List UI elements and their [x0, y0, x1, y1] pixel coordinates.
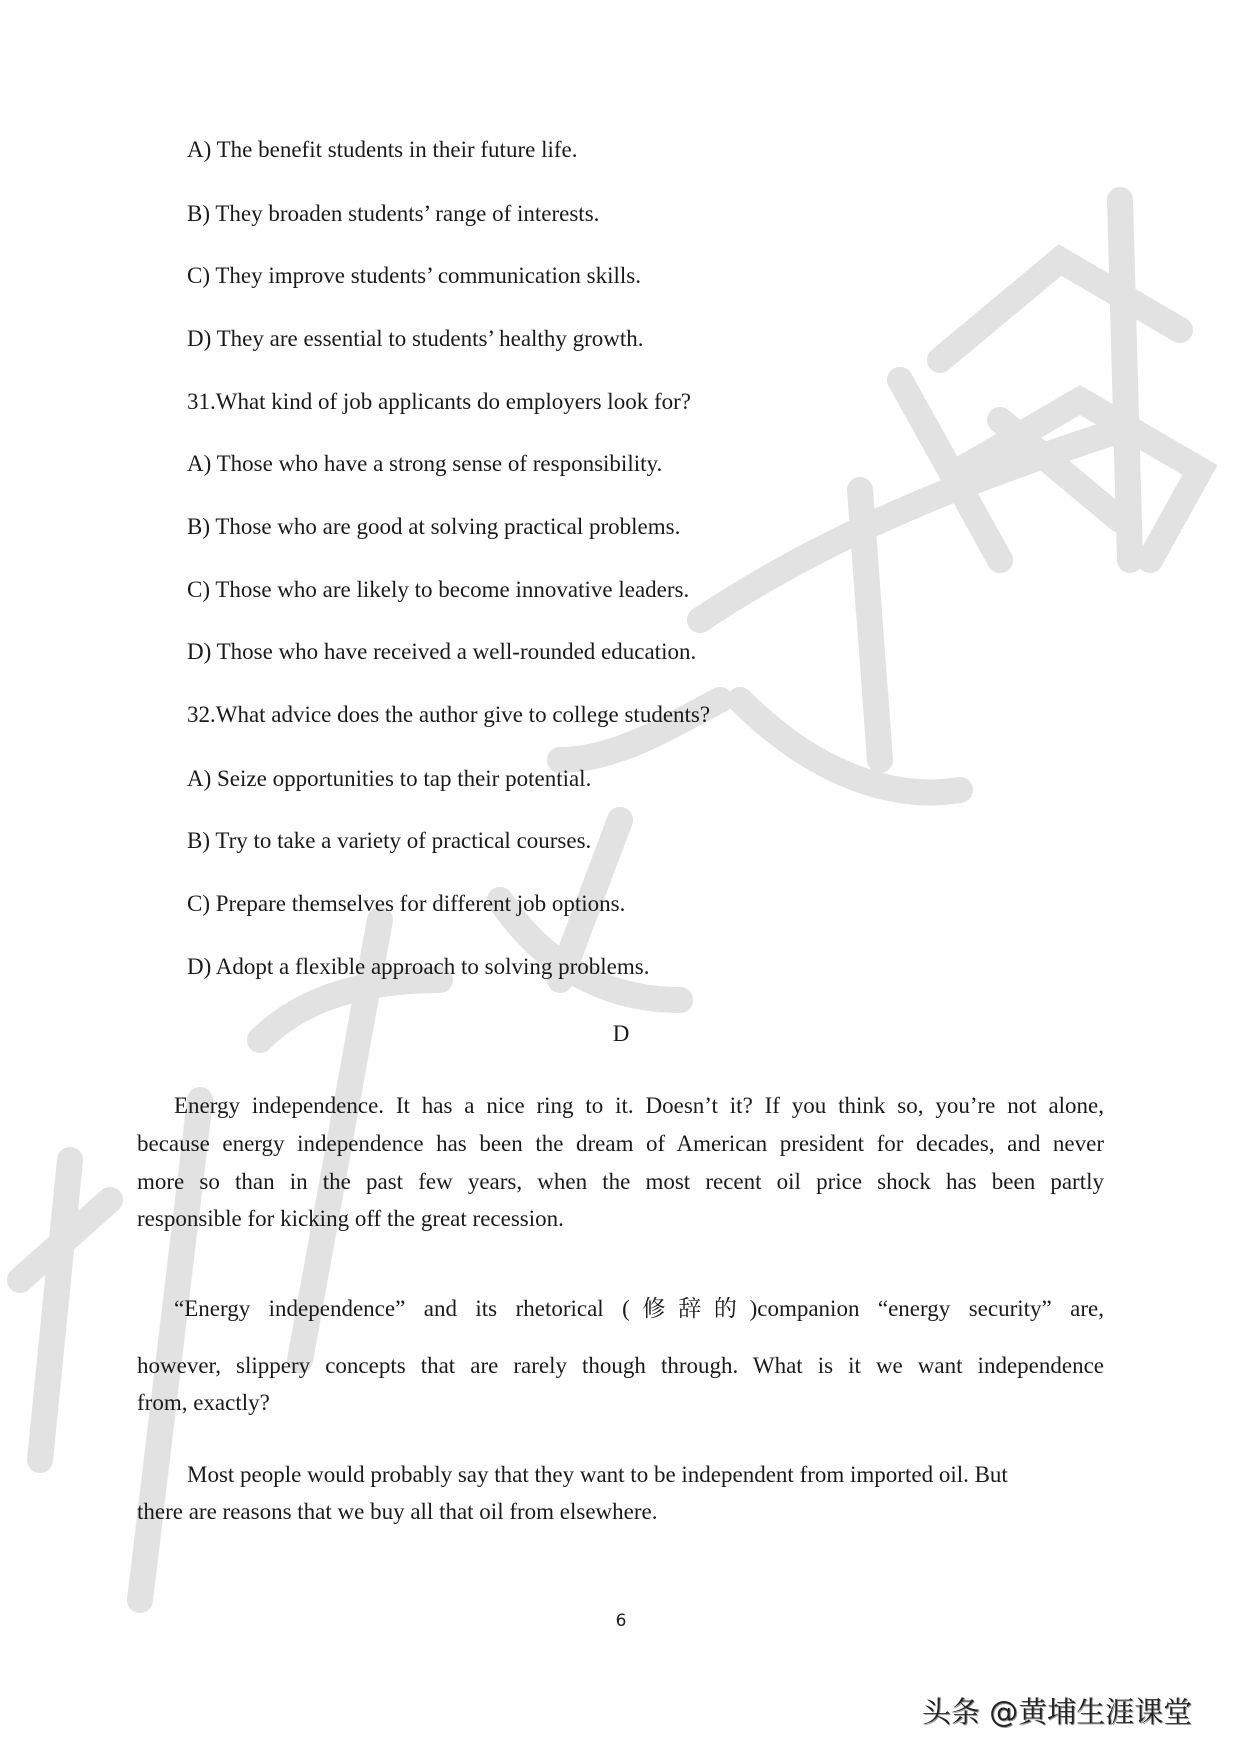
option-text: B) Those who are good at solving practical problems. [187, 514, 681, 539]
passage-line: responsible for kicking off the great recession. [137, 1206, 564, 1231]
passage-line: from, exactly? [137, 1390, 270, 1415]
option-text: B) They broaden students’ range of interests. [187, 201, 600, 226]
passage-line: because energy independence has been the dream of American president for decades, and never [137, 1131, 1104, 1156]
option-text: A) Those who have a strong sense of responsibility. [187, 451, 663, 476]
option-text: A) The benefit students in their future life. [187, 137, 578, 162]
option-text: A) Seize opportunities to tap their potential. [187, 766, 592, 791]
option-text: C) They improve students’ communication skills. [187, 263, 641, 288]
option-text: D) Those who have received a well-rounded education. [187, 639, 697, 664]
page-number: 6 [615, 1611, 627, 1631]
option-text: C) Those who are likely to become innovative leaders. [187, 577, 690, 602]
question-stem: 31.What kind of job applicants do employers look for? [187, 389, 691, 414]
footer-credit: 头条 @黄埔生涯课堂 [922, 1695, 1193, 1729]
option-text: C) Prepare themselves for different job options. [187, 891, 626, 916]
option-text: D) They are essential to students’ healthy growth. [187, 326, 644, 351]
question-stem: 32.What advice does the author give to college students? [187, 702, 711, 727]
option-text: D) Adopt a flexible approach to solving problems. [187, 954, 650, 979]
passage-line: Most people would probably say that they want to be independent from imported oil. But [187, 1462, 1008, 1487]
passage-line: there are reasons that we buy all that oil from elsewhere. [137, 1499, 658, 1524]
option-text: B) Try to take a variety of practical courses. [187, 828, 592, 853]
section-heading: D [612, 1021, 630, 1046]
passage-line: however, slippery concepts that are rarely though through. What is it we want independence [137, 1353, 1104, 1378]
passage-line: Energy independence. It has a nice ring to it. Doesn’t it? If you think so, you’re not alone, [174, 1093, 1104, 1118]
passage-line: “Energy independence” and its rhetorical (修辞的)companion “energy security” are, [174, 1296, 1104, 1321]
passage-line: more so than in the past few years, when the most recent oil price shock has been partly [137, 1169, 1104, 1194]
